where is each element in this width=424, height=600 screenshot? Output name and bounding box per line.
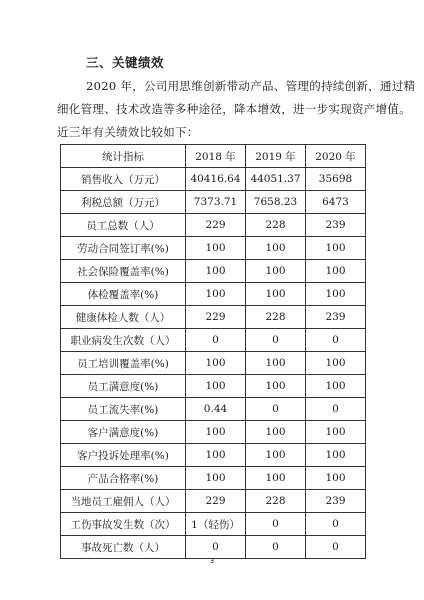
value-cell: 0 [246, 329, 306, 352]
value-cell: 0 [306, 398, 366, 421]
value-cell: 229 [186, 490, 246, 513]
table-row [61, 283, 366, 306]
metric-name-cell: 员工流失率(%) [61, 398, 186, 421]
table-row [61, 375, 366, 398]
table-row [61, 191, 366, 214]
value-cell: 239 [306, 490, 366, 513]
value-cell: 7373.71 [186, 191, 246, 214]
paragraph-line-2: 细化管理、技术改造等多种途径，降本增效，进一步实现资产增值。 [57, 102, 411, 116]
value-cell: 35698 [306, 168, 366, 191]
section-heading: 三、关键绩效 [86, 55, 165, 70]
value-cell: 0 [246, 513, 306, 536]
value-cell: 100 [246, 260, 306, 283]
metric-name-cell: 工伤事故发生数（次） [61, 513, 186, 536]
value-cell: 100 [186, 352, 246, 375]
value-cell: 7658.23 [246, 191, 306, 214]
table-row [61, 237, 366, 260]
value-cell: 239 [306, 214, 366, 237]
value-cell: 100 [186, 444, 246, 467]
metric-name-cell: 体检覆盖率(%) [61, 283, 186, 306]
table-row [61, 214, 366, 237]
metric-name-cell: 客户满意度(%) [61, 421, 186, 444]
value-cell: 100 [306, 467, 366, 490]
value-cell: 229 [186, 214, 246, 237]
table-header-row [61, 145, 366, 168]
value-cell: 100 [306, 283, 366, 306]
value-cell: 100 [186, 237, 246, 260]
table-row [61, 260, 366, 283]
metric-name-cell: 客户投诉处理率(%) [61, 444, 186, 467]
metric-name-cell: 职业病发生次数（人） [61, 329, 186, 352]
value-cell: 100 [246, 237, 306, 260]
header-cell: 2019 年 [246, 145, 306, 168]
table-row [61, 536, 366, 559]
value-cell: 100 [186, 421, 246, 444]
table-row [61, 306, 366, 329]
value-cell: 0 [186, 536, 246, 559]
value-cell: 100 [306, 375, 366, 398]
metric-name-cell: 健康体检人数（人） [61, 306, 186, 329]
page-number: 3 [209, 557, 215, 565]
paragraph-line-3: 近三年有关绩效比较如下： [57, 125, 199, 139]
value-cell: 100 [306, 237, 366, 260]
table-row [61, 398, 366, 421]
table-row [61, 444, 366, 467]
header-cell: 统计指标 [61, 145, 186, 168]
metric-name-cell: 劳动合同签订率(%) [61, 237, 186, 260]
metric-name-cell: 社会保险覆盖率(%) [61, 260, 186, 283]
value-cell: 100 [186, 260, 246, 283]
value-cell: 100 [246, 283, 306, 306]
value-cell: 229 [186, 306, 246, 329]
table-row [61, 168, 366, 191]
performance-table [60, 144, 366, 559]
paragraph-line-1: 2020 年，公司用思维创新带动产品、管理的持续创新，通过精 [86, 79, 416, 93]
value-cell: 100 [306, 352, 366, 375]
header-cell: 2020 年 [306, 145, 366, 168]
metric-name-cell: 员工总数（人） [61, 214, 186, 237]
value-cell: 100 [306, 260, 366, 283]
value-cell: 100 [306, 444, 366, 467]
value-cell: 0 [186, 329, 246, 352]
table-row [61, 421, 366, 444]
table-row [61, 513, 366, 536]
value-cell: 100 [246, 375, 306, 398]
value-cell: 1（轻伤） [186, 513, 246, 536]
value-cell: 100 [186, 375, 246, 398]
metric-name-cell: 事故死亡数（人） [61, 536, 186, 559]
value-cell: 228 [246, 490, 306, 513]
table-row [61, 329, 366, 352]
value-cell: 239 [306, 306, 366, 329]
metric-name-cell: 销售收入（万元） [61, 168, 186, 191]
table-row [61, 352, 366, 375]
value-cell: 0.44 [186, 398, 246, 421]
table-row [61, 490, 366, 513]
metric-name-cell: 产品合格率(%) [61, 467, 186, 490]
value-cell: 228 [246, 306, 306, 329]
value-cell: 100 [246, 421, 306, 444]
value-cell: 228 [246, 214, 306, 237]
metric-name-cell: 当地员工雇佣人（人） [61, 490, 186, 513]
table-row [61, 467, 366, 490]
value-cell: 100 [246, 352, 306, 375]
value-cell: 0 [306, 329, 366, 352]
value-cell: 40416.64 [186, 168, 246, 191]
value-cell: 0 [246, 536, 306, 559]
value-cell: 100 [306, 421, 366, 444]
metric-name-cell: 员工培训覆盖率(%) [61, 352, 186, 375]
value-cell: 0 [306, 513, 366, 536]
header-cell: 2018 年 [186, 145, 246, 168]
metric-name-cell: 员工满意度(%) [61, 375, 186, 398]
value-cell: 0 [246, 398, 306, 421]
value-cell: 6473 [306, 191, 366, 214]
value-cell: 100 [246, 467, 306, 490]
value-cell: 0 [306, 536, 366, 559]
value-cell: 100 [186, 467, 246, 490]
value-cell: 44051.37 [246, 168, 306, 191]
value-cell: 100 [246, 444, 306, 467]
value-cell: 100 [186, 283, 246, 306]
metric-name-cell: 利税总额（万元） [61, 191, 186, 214]
